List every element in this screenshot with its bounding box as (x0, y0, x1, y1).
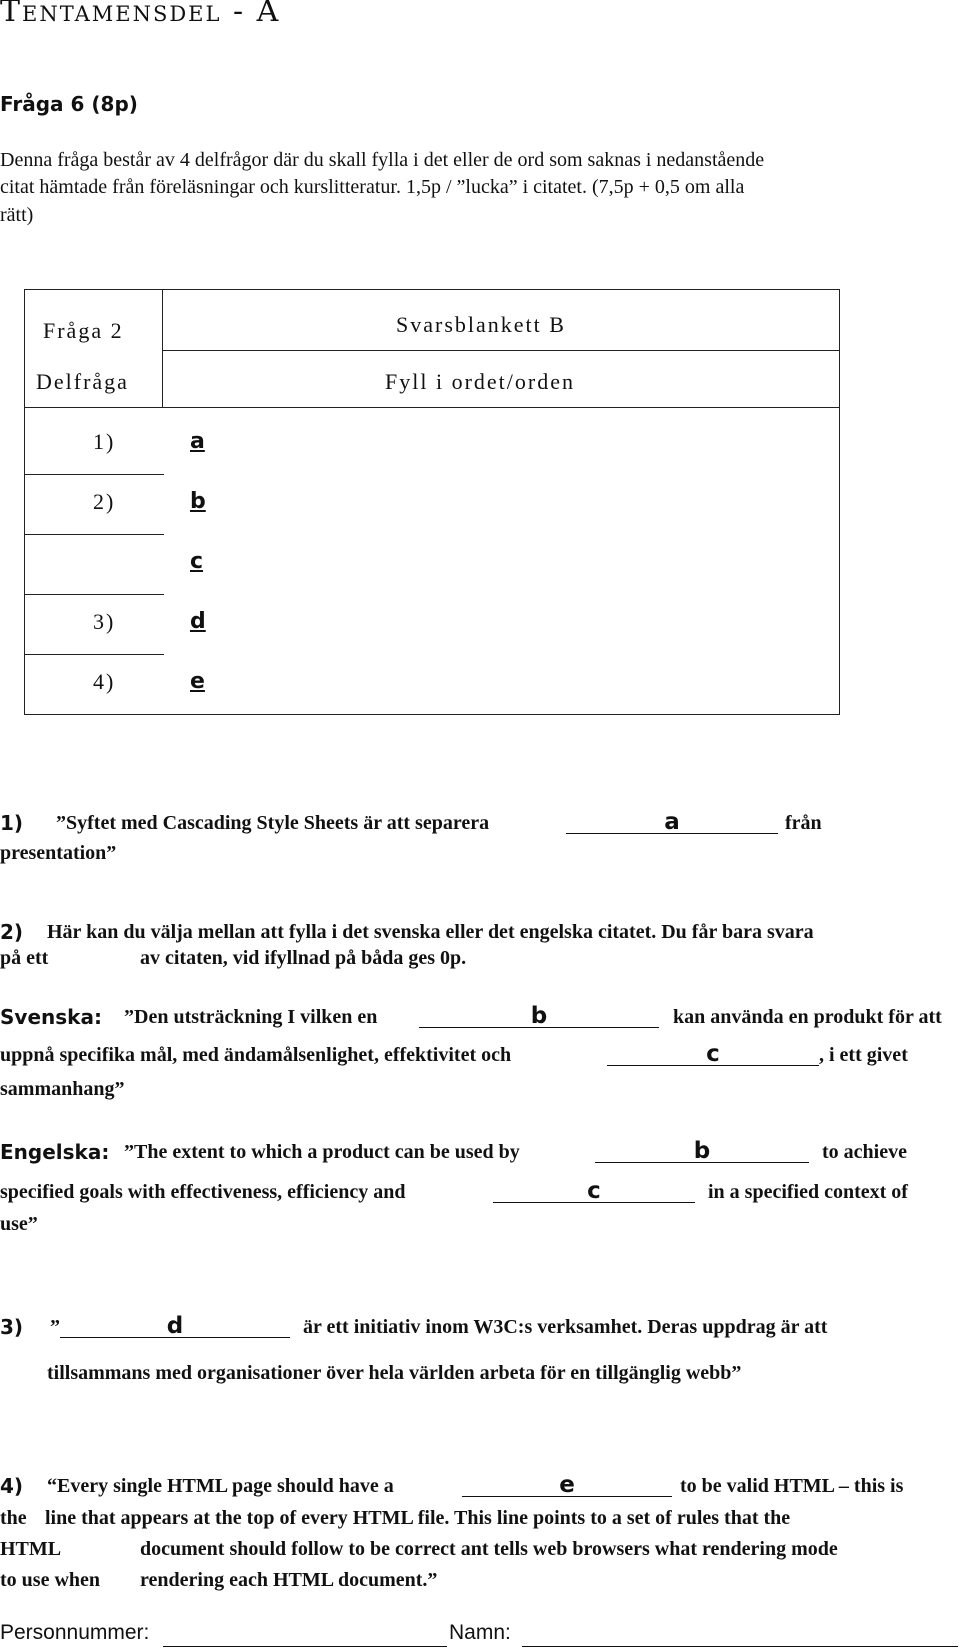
q4-line-3a: HTML (0, 1538, 62, 1560)
q4-line-4a: to use when (0, 1569, 101, 1591)
q2-en-blank-c[interactable]: c (493, 1180, 695, 1203)
q4-line-2b: line that appears at the top of every HTML file. This line points to a set of rules that the (45, 1507, 791, 1529)
personnummer-label: Personnummer: (0, 1621, 150, 1644)
row-letter: d (190, 609, 206, 634)
intro-line-3: rätt) (0, 204, 34, 226)
q2-sv-before: ”Den utsträckning I vilken en (124, 1006, 378, 1028)
row-number: 4) (93, 669, 116, 694)
q1-blank-a[interactable]: a (566, 811, 778, 834)
q2-en-line-3: use” (0, 1213, 38, 1235)
row-letter: e (190, 669, 205, 694)
q1-number: 1) (0, 811, 24, 835)
namn-label: Namn: (449, 1621, 511, 1644)
q3-text-after: är ett initiativ inom W3C:s verksamhet. Deras uppdrag är att (303, 1316, 828, 1338)
q1-line-2: presentation” (0, 842, 117, 864)
table-title: Svarsblankett B (396, 312, 566, 337)
row-letter: c (190, 549, 204, 574)
q2-swedish-label: Svenska: (0, 1005, 102, 1029)
q3-number: 3) (0, 1315, 24, 1339)
q2-line-1: Här kan du välja mellan att fylla i det svenska eller det engelska citatet. Du får bara svara (47, 921, 814, 943)
q2-sv-after-b: kan använda en produkt för att (673, 1006, 942, 1028)
q2-en-line-2: specified goals with effectiveness, efficiency and (0, 1181, 406, 1203)
q1-text-after: från (785, 812, 822, 834)
q2-sv-after-c: , i ett givet (819, 1044, 908, 1066)
q2-line-2b: av citaten, vid ifyllnad på båda ges 0p. (140, 947, 467, 969)
q4-number: 4) (0, 1474, 24, 1498)
personnummer-field[interactable] (163, 1646, 447, 1647)
q4-text-before: “Every single HTML page should have a (47, 1475, 394, 1497)
q2-en-after-b: to achieve (822, 1141, 907, 1163)
row-letter: b (190, 489, 206, 514)
intro-line-1: Denna fråga består av 4 delfrågor där du skall fylla i det eller de ord som saknas i nedanstående (0, 149, 765, 171)
row-letter: a (190, 429, 205, 454)
row-number: 2) (93, 489, 116, 514)
q4-text-after: to be valid HTML – this is (680, 1475, 904, 1497)
q3-open-quote: ” (50, 1316, 60, 1338)
q2-sv-line-3: sammanhang” (0, 1078, 125, 1100)
q3-blank-d[interactable]: d (60, 1315, 290, 1338)
row-number: 3) (93, 609, 116, 634)
q2-en-before: ”The extent to which a product can be used by (124, 1141, 520, 1163)
q3-line-2: tillsammans med organisationer över hela världen arbeta för en tillgänglig webb” (47, 1362, 742, 1384)
q2-en-blank-b[interactable]: b (595, 1140, 809, 1163)
q2-en-after-c: in a specified context of (708, 1181, 908, 1203)
q2-english-label: Engelska: (0, 1140, 110, 1164)
q2-sv-blank-c[interactable]: c (607, 1043, 819, 1066)
q1-text-before: ”Syftet med Cascading Style Sheets är att separera (56, 812, 490, 834)
table-col1-title: Fråga 2 (43, 318, 124, 343)
table-subtitle: Fyll i ordet/orden (385, 369, 575, 394)
q4-blank-e[interactable]: e (462, 1474, 672, 1497)
intro-line-2: citat hämtade från föreläsningar och kurslitteratur. 1,5p / ”lucka” i citatet. (7,5p + 0,5 om alla (0, 176, 745, 198)
page-heading: Tentamensdel - A (0, 0, 281, 29)
q4-line-3b: document should follow to be correct ant tells web browsers what rendering mode (140, 1538, 838, 1560)
namn-field[interactable] (522, 1646, 958, 1647)
table-col1-subtitle: Delfråga (36, 369, 129, 394)
q2-sv-line-2: uppnå specifika mål, med ändamålsenlighet, effektivitet och (0, 1044, 512, 1066)
row-number: 1) (93, 429, 116, 454)
q4-line-4b: rendering each HTML document.” (140, 1569, 438, 1591)
q4-line-2a: the (0, 1507, 27, 1529)
q2-line-2a: på ett (0, 947, 49, 969)
question-title: Fråga 6 (8p) (0, 92, 138, 116)
q2-sv-blank-b[interactable]: b (419, 1005, 659, 1028)
q2-number: 2) (0, 920, 24, 944)
